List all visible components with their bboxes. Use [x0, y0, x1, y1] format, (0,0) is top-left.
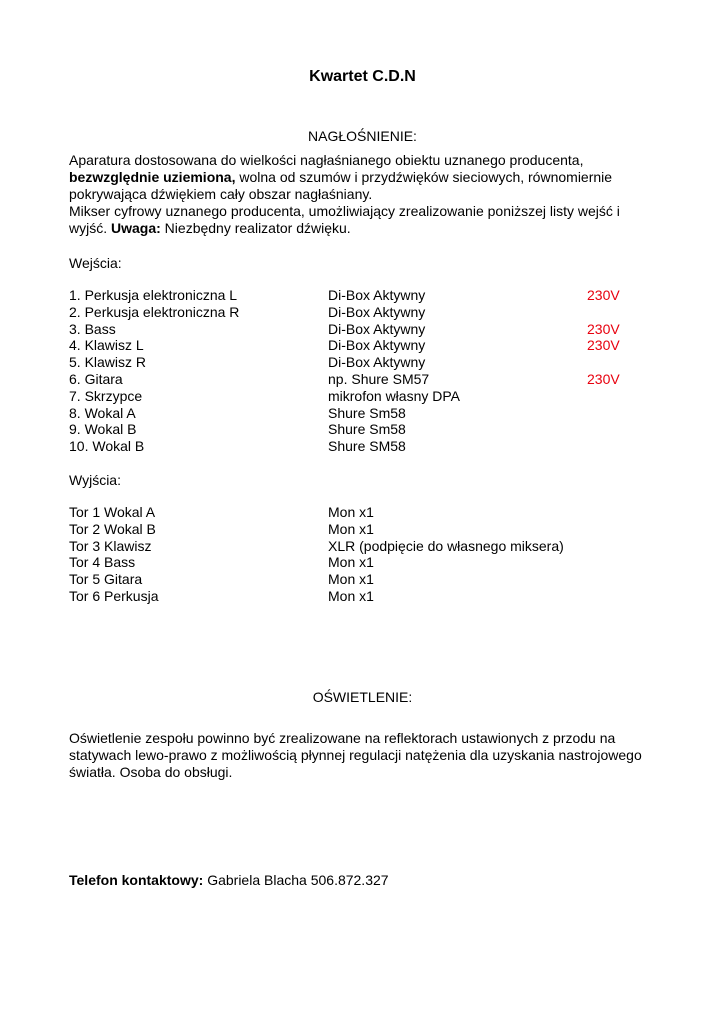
- row-device: Mon x1: [328, 504, 374, 520]
- row-channel-name: Tor 1 Wokal A: [69, 504, 156, 520]
- row-device: XLR (podpięcie do własnego miksera): [328, 537, 564, 554]
- row-channel-name: Tor 6 Perkusja: [69, 587, 159, 604]
- row-device: Di-Box Aktywny: [328, 320, 426, 337]
- sound-desc-bold: bezwzględnie uziemiona,: [69, 169, 236, 185]
- row-device: Di-Box Aktywny: [328, 354, 426, 371]
- row-device: np. Shure SM57: [328, 370, 430, 387]
- row-device: Shure Sm58: [328, 404, 406, 421]
- row-device: Shure Sm58: [328, 421, 406, 438]
- row-power-requirement: 230V: [587, 337, 620, 354]
- row-channel-name: Tor 4 Bass: [69, 554, 136, 571]
- row-power-requirement: 230V: [587, 287, 620, 303]
- row-device: Shure SM58: [328, 438, 406, 455]
- contact-value: Gabriela Blacha 506.872.327: [203, 872, 389, 888]
- row-channel-name: 9. Wokal B: [69, 421, 137, 438]
- contact-label: Telefon kontaktowy:: [69, 872, 204, 888]
- row-device: Mon x1: [328, 571, 374, 588]
- lighting-description: Oświetlenie zespołu powinno być zrealizowane na reflektorach ustawionych z przodu na statywach lewo-prawo z możliwością płynnej regulacji natężenia dla uzyskania nastrojowego światła. Osoba do obsługi.: [69, 730, 642, 780]
- row-device: mikrofon własny DPA: [328, 387, 461, 404]
- outputs-list: [69, 504, 659, 605]
- list-row: [69, 321, 659, 338]
- outputs-label: Wyjścia:: [69, 472, 121, 488]
- list-row: [69, 304, 659, 321]
- list-row: [69, 371, 659, 388]
- row-channel-name: Tor 5 Gitara: [69, 571, 143, 588]
- list-row: [69, 421, 659, 438]
- row-channel-name: Tor 2 Wokal B: [69, 520, 156, 537]
- row-device: Di-Box Aktywny: [328, 337, 426, 354]
- inputs-label: Wejścia:: [69, 255, 122, 271]
- row-channel-name: Tor 3 Klawisz: [69, 537, 152, 554]
- list-row: [69, 554, 659, 571]
- row-power-requirement: 230V: [587, 370, 620, 387]
- list-row: [69, 354, 659, 371]
- lighting-section-heading: OŚWIETLENIE:: [312, 689, 413, 705]
- document-title: Kwartet C.D.N: [309, 68, 416, 85]
- row-channel-name: 4. Klawisz L: [69, 337, 144, 354]
- sound-desc-text-1: Aparatura dostosowana do wielkości nagłaśnianego obiektu uznanego producenta,: [69, 152, 584, 168]
- list-row: [69, 521, 659, 538]
- sound-desc-text-2: wolna od szumów i przydźwięków sieciowych, równomiernie pokrywająca dźwiękiem cały obszar nagłaśniany.: [69, 169, 613, 202]
- row-channel-name: 8. Wokal A: [69, 404, 136, 421]
- row-channel-name: 6. Gitara: [69, 370, 123, 387]
- row-device: Di-Box Aktywny: [328, 287, 426, 303]
- row-channel-name: 1. Perkusja elektroniczna L: [69, 287, 238, 303]
- mixer-text-1: Mikser cyfrowy uznanego producenta, umożliwiający zrealizowanie poniższej listy wejść i wyjść.: [69, 203, 620, 236]
- list-row: [69, 388, 659, 405]
- mixer-warning-label: Uwaga:: [111, 220, 161, 236]
- list-row: [69, 438, 659, 455]
- row-device: Mon x1: [328, 554, 374, 571]
- list-row: [69, 504, 659, 521]
- row-device: Mon x1: [328, 587, 374, 604]
- row-power-requirement: 230V: [587, 320, 620, 337]
- row-channel-name: 5. Klawisz R: [69, 354, 147, 371]
- list-row: [69, 337, 659, 354]
- list-row: [69, 538, 659, 555]
- list-row: [69, 588, 659, 605]
- list-row: [69, 287, 659, 304]
- row-device: Mon x1: [328, 520, 374, 537]
- row-channel-name: 7. Skrzypce: [69, 387, 143, 404]
- sound-section-heading: NAGŁOŚNIENIE:: [308, 128, 417, 144]
- row-channel-name: 10. Wokal B: [69, 438, 145, 455]
- row-device: Di-Box Aktywny: [328, 303, 426, 320]
- row-channel-name: 3. Bass: [69, 320, 116, 337]
- sound-description: [69, 152, 659, 237]
- row-channel-name: 2. Perkusja elektroniczna R: [69, 303, 240, 320]
- contact-line: [69, 872, 389, 888]
- list-row: [69, 405, 659, 422]
- list-row: [69, 571, 659, 588]
- mixer-text-2: Niezbędny realizator dźwięku.: [160, 220, 351, 236]
- inputs-list: [69, 287, 659, 455]
